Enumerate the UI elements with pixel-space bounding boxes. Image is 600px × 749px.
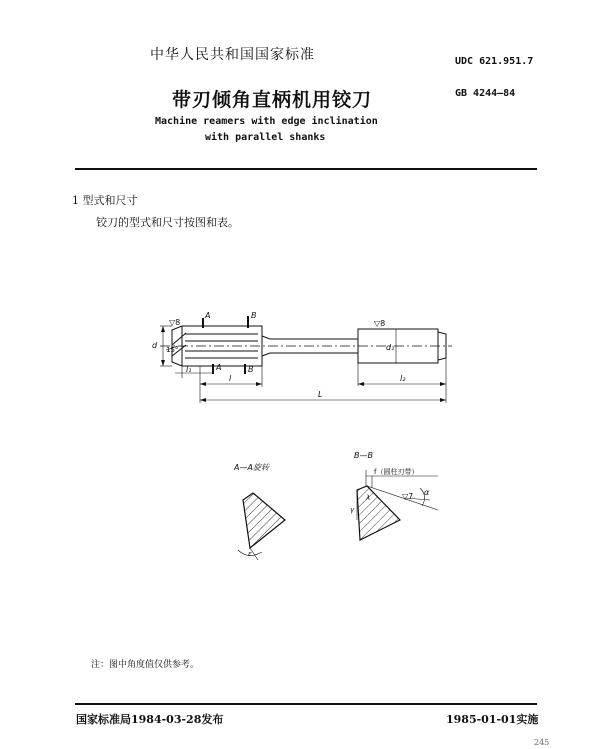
section-view-bb bbox=[350, 470, 438, 540]
label-a-bottom: A bbox=[216, 363, 222, 372]
aa-title: A—A旋转 bbox=[234, 463, 269, 472]
roughness-bb: ▽7 bbox=[402, 492, 414, 501]
label-b-top: B bbox=[251, 311, 257, 320]
standard-name: 中华人民共和国国家标准 bbox=[150, 47, 315, 63]
footer-divider bbox=[75, 703, 537, 705]
section-view-aa bbox=[238, 493, 285, 560]
section-heading: 1 型式和尺寸 bbox=[72, 194, 138, 207]
document-title-cn: 带刃倾角直柄机用铰刀 bbox=[172, 89, 373, 111]
lambda-label: λ bbox=[366, 494, 371, 502]
roughness-right: ▽8 bbox=[374, 319, 386, 328]
gb-number: GB 4244—84 bbox=[455, 88, 516, 99]
label-a-top: A bbox=[205, 311, 211, 320]
epsilon-label: ε bbox=[248, 550, 252, 558]
document-title-en-line1: Machine reamers with edge inclination bbox=[155, 116, 378, 127]
gamma-label: γ bbox=[350, 506, 355, 514]
dim-L-label: L bbox=[318, 390, 323, 399]
label-b-bottom: B bbox=[248, 365, 254, 374]
implemented-date: 1985-01-01实施 bbox=[446, 713, 539, 726]
dim-d1-label: d₁ bbox=[386, 343, 395, 352]
dim-l-label: l bbox=[229, 374, 232, 383]
dim-l2-label: l₂ bbox=[400, 374, 406, 383]
page-number: 245 bbox=[534, 738, 550, 747]
dim-d-label: d bbox=[152, 341, 158, 350]
dim-l1-label: l₁ bbox=[186, 365, 192, 374]
issued-date: 国家标准局1984-03-28发布 bbox=[76, 713, 224, 726]
f-label: f（圆柱刃带） bbox=[374, 468, 419, 476]
alpha-label: α bbox=[424, 488, 430, 497]
udc-code: UDC 621.951.7 bbox=[455, 56, 534, 67]
document-title-en-line2: with parallel shanks bbox=[205, 132, 326, 143]
note-text: 注：图中角度值仅供参考。 bbox=[91, 660, 200, 670]
section-text: 铰刀的型式和尺寸按图和表。 bbox=[96, 216, 239, 229]
angle-15-label: 15° bbox=[166, 346, 179, 354]
bb-title: B—B bbox=[354, 451, 373, 460]
roughness-left: ▽8 bbox=[169, 318, 181, 327]
